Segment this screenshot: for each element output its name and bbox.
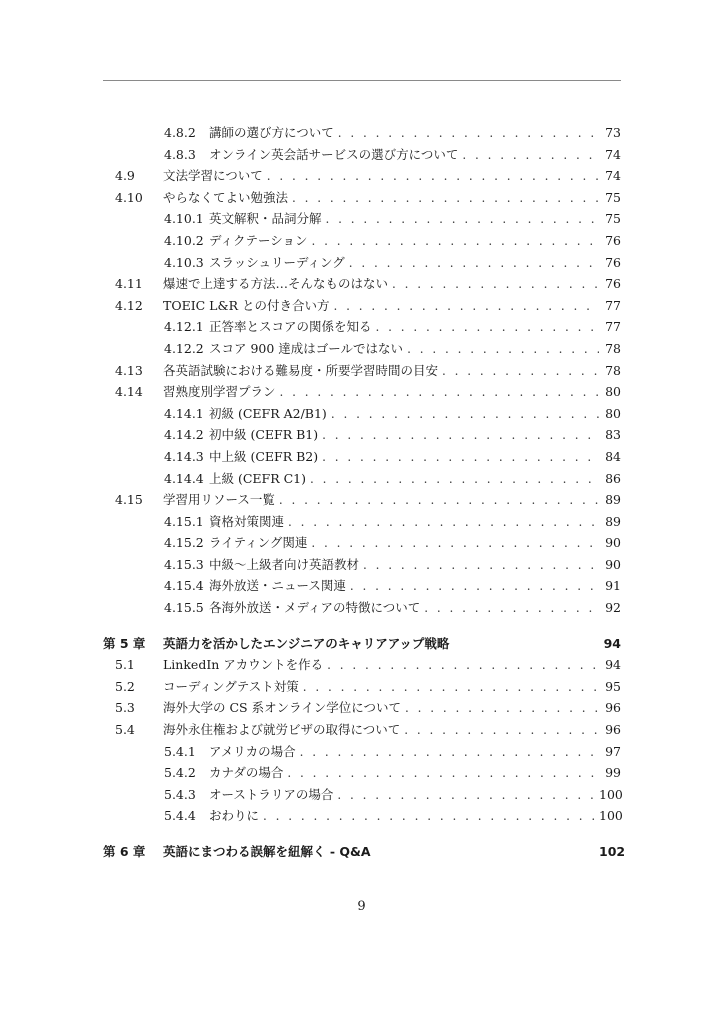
entry-number: 5.4.2 [164, 765, 196, 781]
toc-entry[interactable] [103, 295, 621, 317]
dot-leader [310, 469, 599, 491]
entry-page: 94 [605, 657, 621, 673]
dot-leader [337, 785, 599, 807]
toc-entry[interactable] [103, 554, 621, 576]
dot-leader [424, 598, 599, 620]
dot-leader [327, 655, 599, 677]
entry-title: オーストラリアの場合 [209, 784, 337, 806]
entry-number: 5.1 [115, 657, 135, 673]
entry-title: ライティング関連 [209, 532, 311, 554]
entry-page: 76 [605, 276, 621, 292]
entry-page: 96 [605, 722, 621, 738]
entry-number: 4.8.2 [164, 125, 196, 140]
entry-number: 4.13 [115, 362, 143, 378]
toc-entry[interactable] [103, 697, 621, 719]
toc-entry[interactable] [103, 273, 621, 295]
dot-leader [326, 209, 599, 231]
entry-number: 5.4 [115, 722, 135, 738]
entry-title: スラッシュリーディング [209, 252, 349, 274]
dot-leader [287, 763, 599, 785]
dot-leader [322, 447, 599, 469]
entry-page: 77 [605, 297, 621, 313]
entry-title: 各英語試験における難易度・所要学習時間の目安 [163, 360, 442, 382]
entry-page: 91 [605, 578, 621, 594]
toc-entry[interactable] [103, 654, 621, 676]
toc-entry[interactable] [103, 532, 621, 554]
entry-number: 4.15.2 [164, 535, 204, 551]
entry-page: 80 [605, 405, 621, 421]
toc-entry[interactable] [103, 489, 621, 511]
toc-entry[interactable] [103, 468, 621, 490]
toc-entry[interactable] [103, 122, 621, 144]
entry-title: 初中級 (CEFR B1) [209, 424, 322, 446]
entry-page: 78 [605, 340, 621, 356]
entry-page: 74 [605, 168, 621, 184]
entry-title: カナダの場合 [209, 762, 287, 784]
entry-title: ディクテーション [209, 230, 312, 252]
entry-page: 77 [605, 319, 621, 335]
entry-title: 爆速で上達する方法…そんなものはない [163, 273, 392, 295]
entry-number: 5.4.1 [164, 743, 196, 759]
entry-title: おわりに [209, 805, 263, 827]
entry-title: LinkedIn アカウントを作る [163, 654, 327, 676]
entry-title: 海外永住権および就労ビザの取得について [163, 719, 404, 741]
entry-number: 5.2 [115, 678, 135, 694]
dot-leader [363, 555, 599, 577]
entry-title: 中級〜上級者向け英語教材 [209, 554, 363, 576]
entry-title: 海外大学の CS 系オンライン学位について [163, 697, 405, 719]
dot-leader [292, 188, 599, 210]
entry-title: 文法学習について [163, 165, 267, 187]
entry-number: 4.10.3 [164, 254, 204, 270]
entry-number: 4.8.3 [164, 146, 196, 162]
entry-title: スコア 900 達成はゴールではない [209, 338, 407, 360]
entry-number: 4.9 [115, 168, 135, 184]
entry-number: 5.3 [115, 700, 135, 716]
dot-leader [300, 742, 599, 764]
entry-number: 4.14 [115, 384, 143, 400]
toc-entry[interactable] [103, 511, 621, 533]
dot-leader [331, 404, 599, 426]
toc-entry[interactable] [103, 230, 621, 252]
entry-number: 5.4.4 [164, 808, 196, 824]
entry-number: 4.14.4 [164, 470, 204, 486]
chapter-page: 102 [599, 844, 626, 859]
toc-entry[interactable] [103, 741, 621, 763]
dot-leader [288, 512, 599, 534]
toc-entry[interactable] [103, 676, 621, 698]
toc-entry[interactable] [103, 805, 621, 827]
entry-number: 4.12.1 [164, 319, 204, 335]
toc-entry[interactable] [103, 360, 621, 382]
entry-page: 90 [605, 556, 621, 572]
entry-page: 99 [605, 765, 621, 781]
chapter-title: 英語力を活かしたエンジニアのキャリアアップ戦略 [163, 633, 453, 655]
toc-entry[interactable] [103, 338, 621, 360]
toc-entry[interactable] [103, 252, 621, 274]
entry-title: 習熟度別学習プラン [163, 381, 280, 403]
entry-page: 80 [605, 384, 621, 400]
entry-number: 4.12 [115, 297, 143, 313]
entry-title: コーディングテスト対策 [163, 676, 303, 698]
entry-title: 中上級 (CEFR B2) [209, 446, 322, 468]
toc-entry[interactable] [103, 403, 621, 425]
entry-page: 73 [605, 125, 621, 140]
entry-title: 英文解釈・品詞分解 [209, 208, 326, 230]
entry-number: 4.15.3 [164, 556, 204, 572]
entry-page: 95 [605, 678, 621, 694]
page-number: 9 [357, 899, 366, 914]
entry-title: 初級 (CEFR A2/B1) [209, 403, 331, 425]
dot-leader [280, 382, 599, 404]
toc-entry[interactable] [103, 165, 621, 187]
entry-number: 4.10.2 [164, 232, 204, 248]
entry-page: 75 [605, 211, 621, 227]
entry-number: 4.12.2 [164, 340, 204, 356]
table-of-contents [103, 122, 626, 863]
toc-entry[interactable] [103, 784, 621, 806]
entry-page: 90 [605, 535, 621, 551]
entry-page: 84 [605, 448, 621, 464]
chapter-number: 第 6 章 [103, 844, 146, 859]
entry-page: 76 [605, 254, 621, 270]
entry-title: 各海外放送・メディアの特徴について [209, 597, 424, 619]
entry-title: オンライン英会話サービスの選び方について [209, 144, 462, 166]
entry-number: 4.10 [115, 189, 143, 205]
entry-number: 4.15.1 [164, 513, 204, 529]
entry-title: 講師の選び方について [209, 122, 338, 144]
dot-leader [349, 253, 599, 275]
entry-title: アメリカの場合 [209, 741, 300, 763]
toc-entry[interactable] [103, 144, 621, 166]
toc-entry[interactable] [103, 575, 621, 597]
entry-page: 97 [605, 743, 621, 759]
dot-leader [322, 425, 599, 447]
entry-number: 5.4.3 [164, 786, 196, 802]
entry-page: 100 [599, 786, 623, 802]
entry-page: 92 [605, 600, 621, 616]
entry-title: 上級 (CEFR C1) [209, 468, 310, 490]
entry-title: 正答率とスコアの関係を知る [209, 316, 376, 338]
header-rule [103, 80, 621, 81]
entry-number: 4.11 [115, 276, 143, 292]
toc-entry[interactable] [103, 762, 621, 784]
entry-title: 資格対策関連 [209, 511, 288, 533]
entry-page: 100 [599, 808, 623, 824]
dot-leader [263, 806, 599, 828]
chapter-page: 94 [603, 635, 621, 651]
toc-entry[interactable] [103, 316, 621, 338]
entry-page: 78 [605, 362, 621, 378]
dot-leader [312, 231, 599, 253]
entry-page: 89 [605, 513, 621, 529]
toc-entry[interactable] [103, 424, 621, 446]
entry-number: 4.10.1 [164, 211, 204, 227]
toc-entry[interactable] [103, 446, 621, 468]
entry-title: 海外放送・ニュース関連 [209, 575, 350, 597]
dot-leader [279, 490, 599, 512]
entry-page: 96 [605, 700, 621, 716]
toc-chapter-entry[interactable] [103, 841, 626, 863]
entry-page: 76 [605, 232, 621, 248]
dot-leader [392, 274, 599, 296]
toc-entry[interactable] [103, 208, 621, 230]
dot-leader [407, 339, 599, 361]
dot-leader [442, 361, 599, 383]
toc-entry[interactable] [103, 719, 621, 741]
toc-chapter-entry[interactable] [103, 633, 621, 655]
toc-entry[interactable] [103, 597, 621, 619]
entry-number: 4.15 [115, 492, 143, 508]
dot-leader [376, 317, 599, 339]
entry-page: 89 [605, 492, 621, 508]
chapter-number: 第 5 章 [103, 635, 146, 651]
entry-number: 4.15.5 [164, 600, 204, 616]
dot-leader [303, 677, 599, 699]
entry-number: 4.14.2 [164, 427, 204, 443]
entry-page: 83 [605, 427, 621, 443]
entry-page: 75 [605, 189, 621, 205]
dot-leader [405, 698, 599, 720]
entry-page: 86 [605, 470, 621, 486]
toc-entry[interactable] [103, 187, 621, 209]
entry-number: 4.14.3 [164, 448, 204, 464]
entry-title: TOEIC L&R との付き合い方 [163, 295, 334, 317]
entry-title: 学習用リソース一覧 [163, 489, 279, 511]
chapter-title: 英語にまつわる誤解を紐解く - Q&A [163, 841, 375, 863]
dot-leader [404, 720, 599, 742]
dot-leader [311, 533, 599, 555]
dot-leader [462, 145, 599, 167]
entry-title: やらなくてよい勉強法 [163, 187, 292, 209]
toc-entry[interactable] [103, 381, 621, 403]
dot-leader [350, 576, 599, 598]
entry-number: 4.15.4 [164, 578, 204, 594]
entry-number: 4.14.1 [164, 405, 204, 421]
dot-leader [267, 166, 599, 188]
dot-leader [338, 123, 599, 145]
dot-leader [334, 296, 600, 318]
entry-page: 74 [605, 146, 621, 162]
